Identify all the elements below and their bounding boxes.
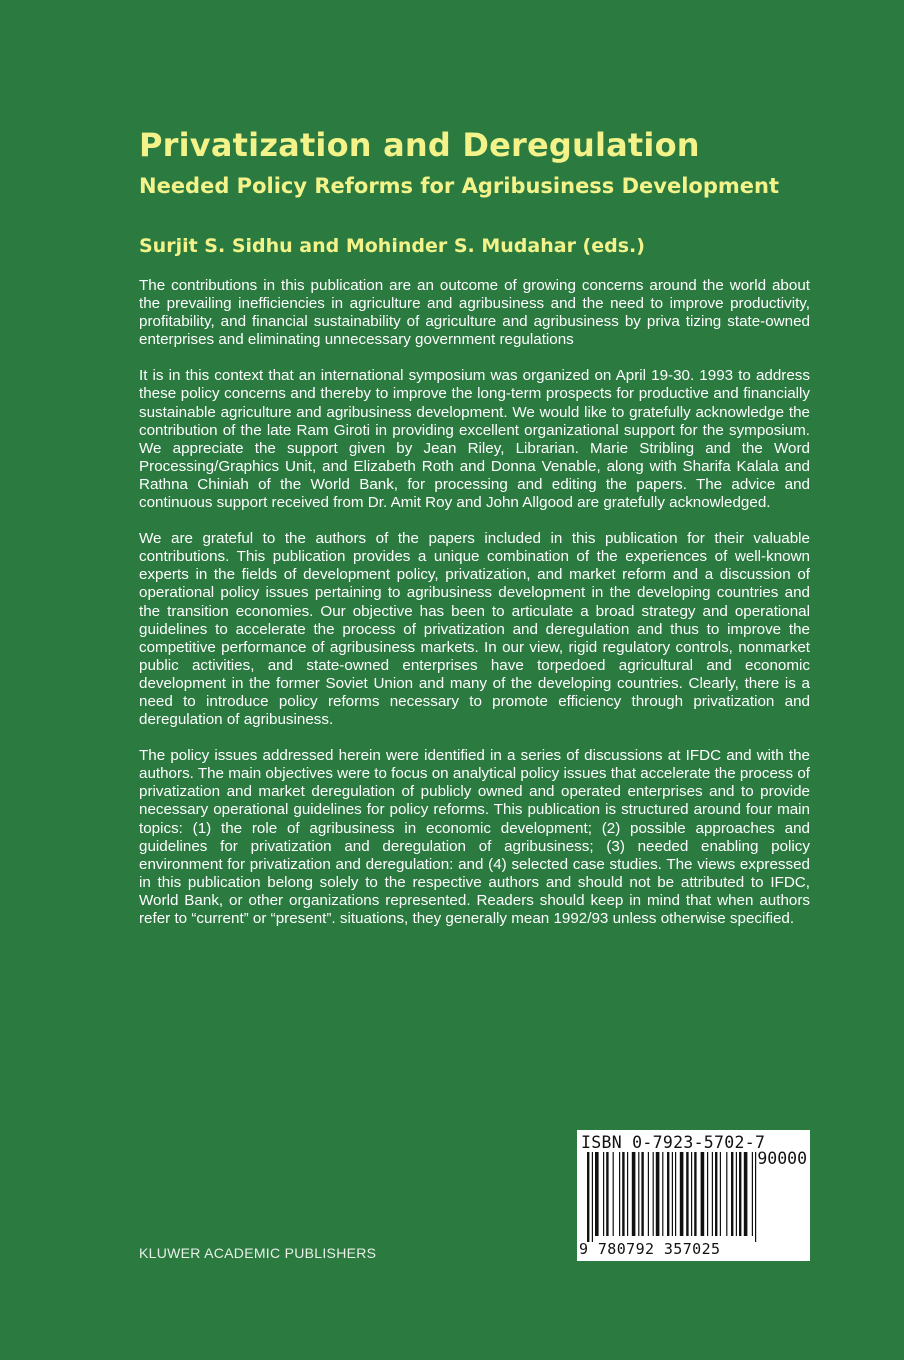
barcode-bar <box>755 1152 756 1242</box>
description-paragraph: We are grateful to the authors of the papers included in this publication for their valuable contributions. This publication provides a unique combination of the experiences of well-known experts in the fields of development policy, privatization, and market reform and a discussion of operational policy issues pertaining to agribusiness development in the developing countries and the transition economies. Our objective has been to articulate a broad strategy and operational guidelines to accelerate the process of privatization and deregulation and thus to improve the competitive performance of agribusiness markets. In our view, rigid regulatory controls, nonmarket public activities, and state-owned enterprises have torpedoed agricultural and economic development in the former Soviet Union and many of the developing countries. Clearly, there is a need to introduce policy reforms necessary to promote efficiency through privatization and deregulation of agribusiness. <box>139 530 810 729</box>
book-authors: Surjit S. Sidhu and Mohinder S. Mudahar (eds.) <box>139 235 645 257</box>
barcode-bar <box>603 1152 604 1236</box>
barcode-bar <box>715 1152 717 1236</box>
barcode-bar <box>731 1152 733 1236</box>
barcode-bar <box>736 1152 737 1236</box>
description-text <box>139 277 810 946</box>
barcode-bar <box>712 1152 713 1236</box>
barcode-bar <box>726 1152 727 1236</box>
barcode-bar <box>613 1152 614 1236</box>
barcode-bar <box>656 1152 660 1236</box>
barcode-bar <box>641 1152 643 1236</box>
barcode-bar <box>619 1152 620 1236</box>
barcode-bar <box>672 1152 673 1236</box>
isbn-number: ISBN 0-7923-5702-7 <box>581 1133 766 1152</box>
barcode-bar <box>667 1152 669 1236</box>
book-subtitle: Needed Policy Reforms for Agribusiness Development <box>139 174 779 198</box>
description-paragraph: The contributions in this publication are an outcome of growing concerns around the world about the prevailing inefficiencies in agriculture and agribusiness and the need to improve productivity, profitability, and financial sustainability of agriculture and agribusiness by priva tizing state-owned enterprises and eliminating unnecessary government regulations <box>139 277 810 349</box>
barcode-bar <box>691 1152 692 1236</box>
barcode-bar <box>632 1152 636 1236</box>
barcode-bar <box>739 1152 741 1236</box>
barcode-bar <box>592 1152 593 1242</box>
ean-digits: 9 780792 357025 <box>579 1240 721 1258</box>
description-paragraph: It is in this context that an international symposium was organized on April 19-30. 1993 to address these policy concerns and thereby to improve the long-term prospects for productive and financially sustainable agriculture and agribusiness development. We would like to gratefully acknowledge the contribution of the late Ram Giroti in providing excellent organizational support for the symposium. We appreciate the support given by Jean Riley, Librarian. Marie Stribling and the Word Processing/Graphics Unit, and Elizabeth Roth and Donna Venable, along with Sharifa Kalala and Rathna Chiniah of the World Bank, for processing and editing the papers. The advice and continuous support received from Dr. Amit Roy and John Allgood are gratefully acknowledged. <box>139 367 810 512</box>
barcode-bar <box>744 1152 748 1236</box>
price-code: 90000 <box>757 1149 807 1168</box>
barcode-bar <box>606 1152 608 1236</box>
barcode-bar <box>686 1152 688 1236</box>
barcode-bar <box>595 1152 599 1236</box>
isbn-barcode-label <box>577 1130 810 1261</box>
barcode-bar <box>675 1152 676 1236</box>
barcode-bar <box>638 1152 639 1236</box>
barcode-bar <box>653 1152 654 1236</box>
barcode-bar <box>694 1152 696 1236</box>
barcode-bar <box>622 1152 624 1236</box>
barcode-bar <box>587 1152 589 1242</box>
barcode-bar <box>707 1152 708 1236</box>
barcode-bar <box>752 1152 753 1236</box>
description-paragraph: The policy issues addressed herein were identified in a series of discussions at IFDC and with the authors. The main objectives were to focus on analytical policy issues that accelerate the process of privatization and market deregulation of publicly owned and operated enterprises and to provide necessary operational guidelines for policy reforms. This publication is structured around four main topics: (1) the role of agribusiness in economic development; (2) possible approaches and guidelines for privatization and deregulation of agribusiness; (3) needed enabling policy environment for privatization and deregulation: and (4) selected case studies. The views expressed in this publication belong solely to the respective authors and should not be attributed to IFDC, World Bank, or other organizations represented. Readers should keep in mind that when authors refer to “current” or “present”. situations, they generally mean 1992/93 unless otherwise specified. <box>139 747 810 927</box>
barcode-bar <box>648 1152 649 1236</box>
barcode-bar <box>701 1152 705 1236</box>
barcode-bar <box>662 1152 663 1236</box>
barcode-bar <box>720 1152 721 1236</box>
barcode-bar <box>627 1152 628 1236</box>
book-title: Privatization and Deregulation <box>139 126 700 164</box>
barcode-bar <box>680 1152 684 1236</box>
publisher-name: KLUWER ACADEMIC PUBLISHERS <box>139 1245 377 1261</box>
barcode-bars <box>581 1152 806 1242</box>
